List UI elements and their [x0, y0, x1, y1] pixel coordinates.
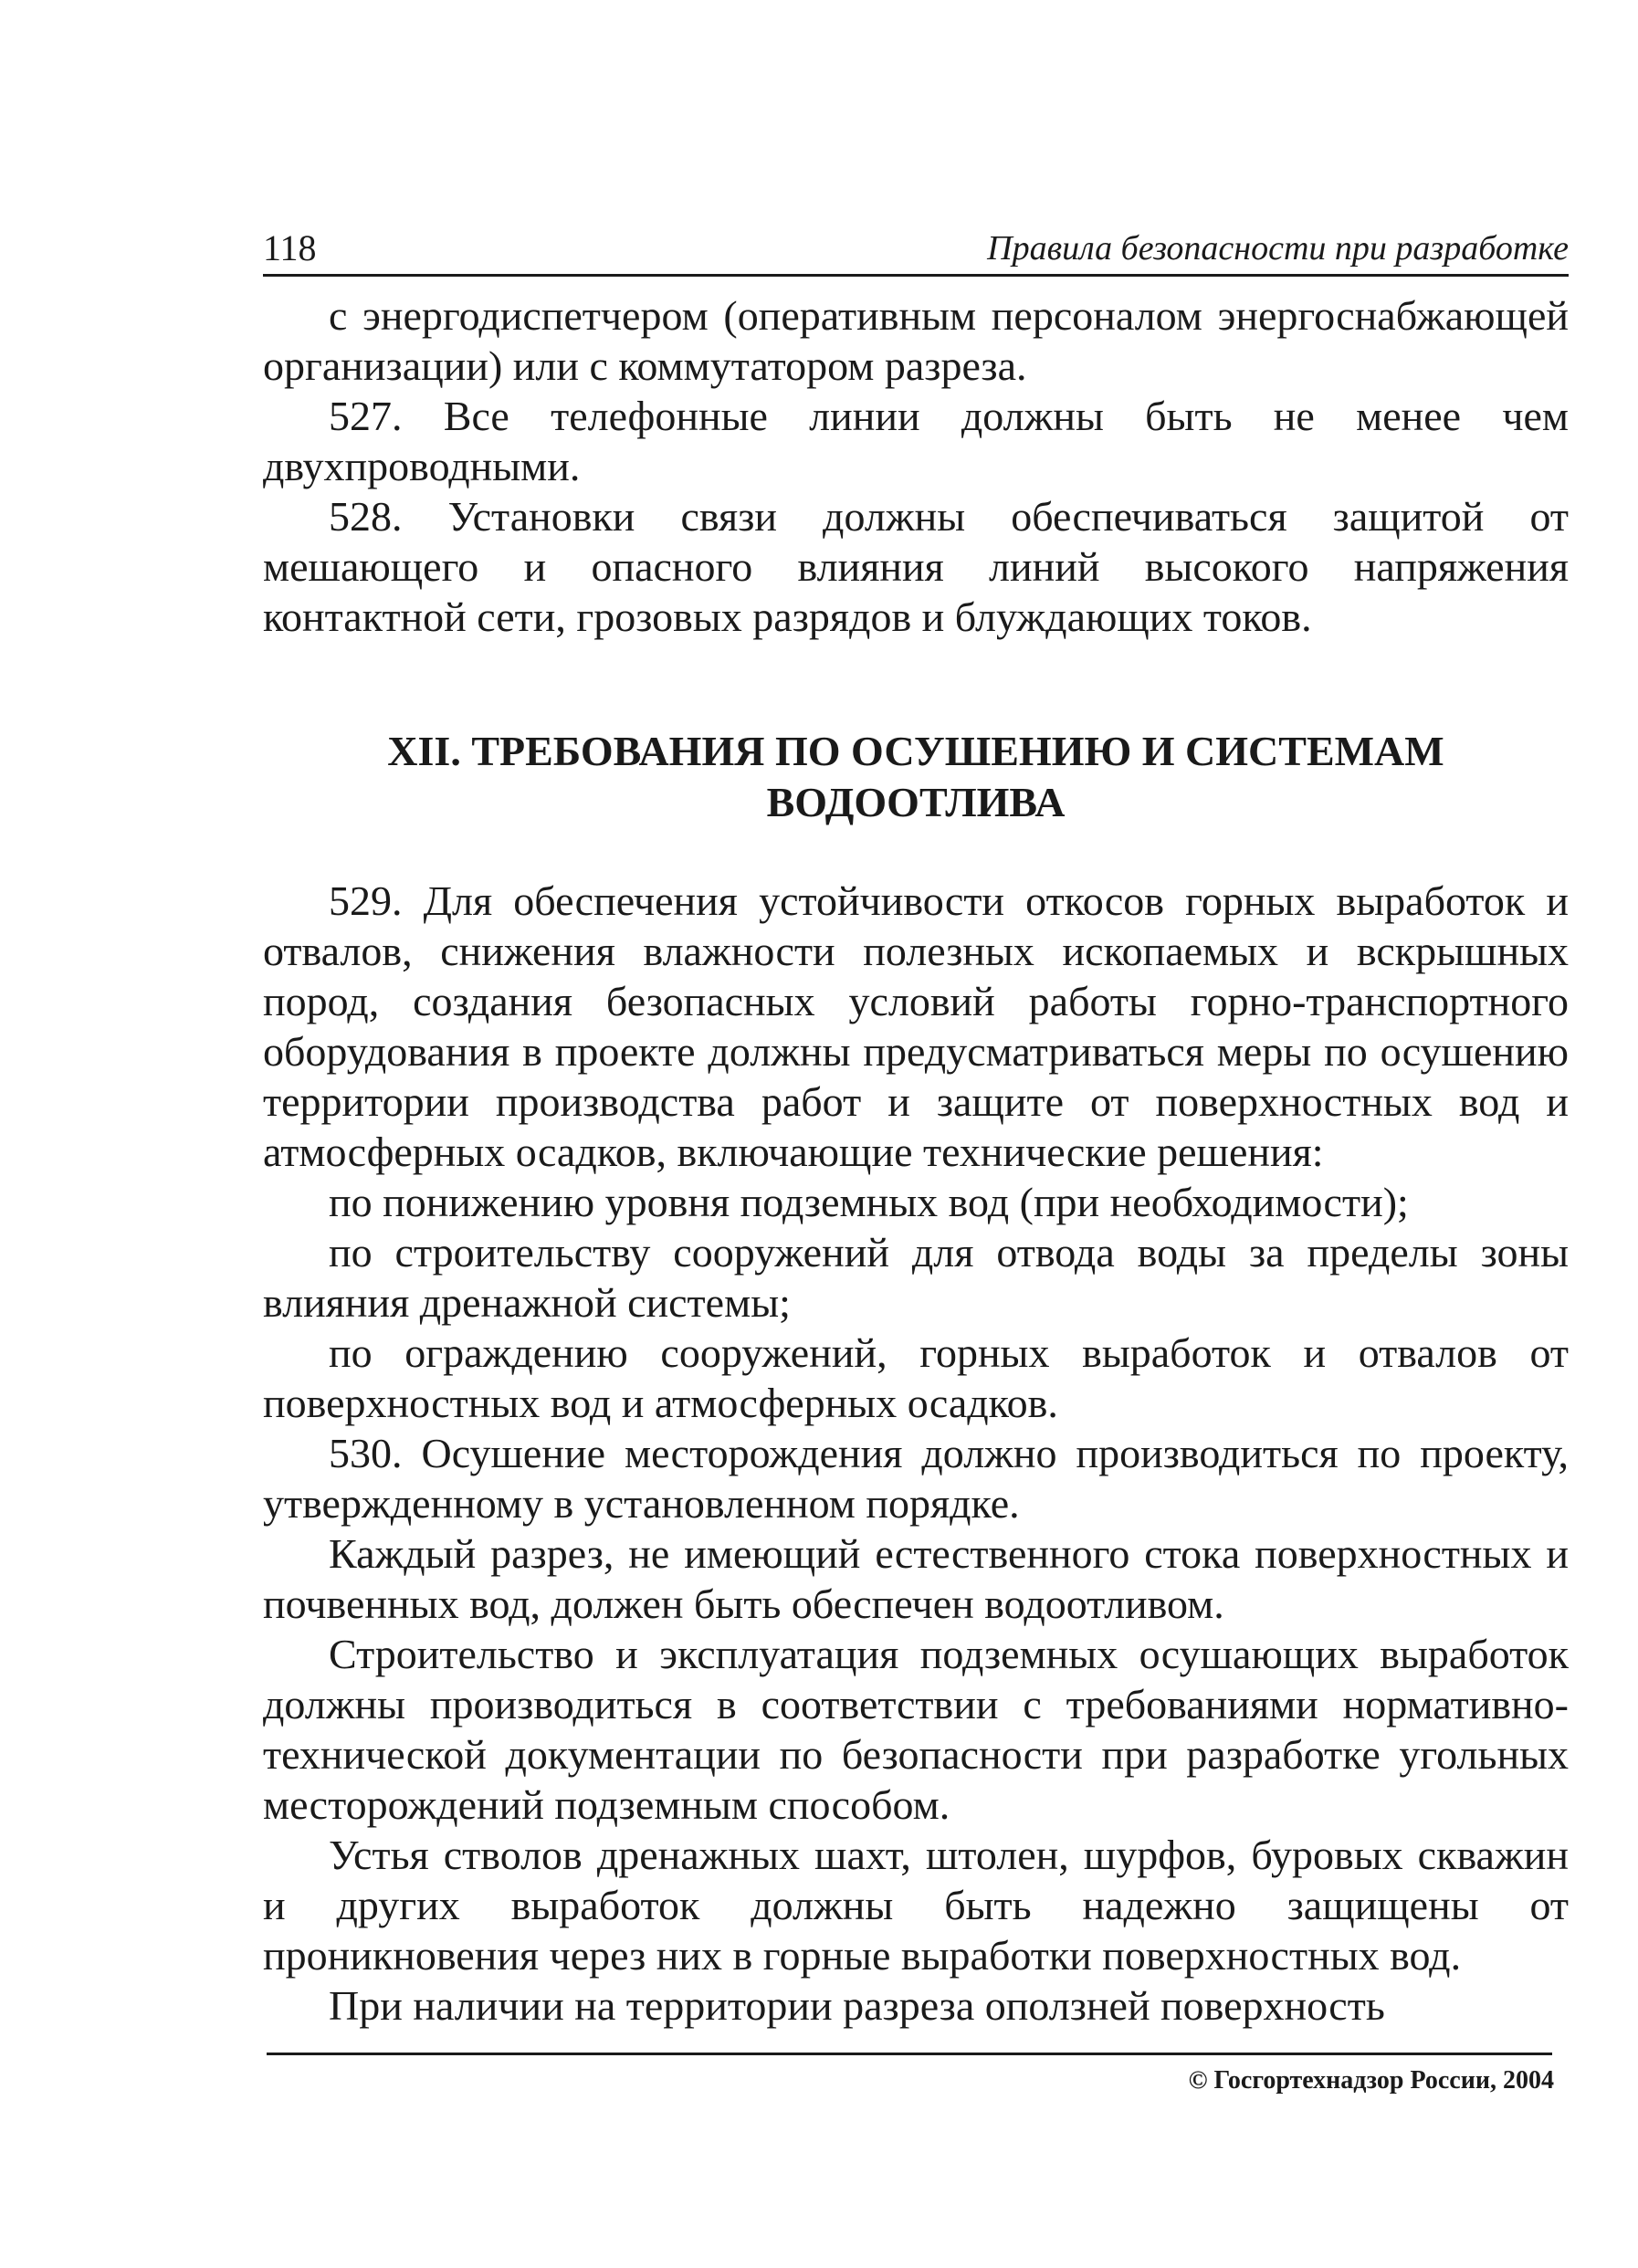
- paragraph-527: 527. Все телефонные линии должны быть не менее чем двухпроводными.: [263, 393, 1569, 489]
- paragraph-529-item-3: по ограждению сооружений, горных выработок и отвалов от поверхностных вод и атмосферных осадков.: [263, 1329, 1569, 1426]
- footer-divider: [267, 2053, 1552, 2055]
- copyright-notice: © Госгортехнадзор России, 2004: [1188, 2066, 1554, 2095]
- paragraph-529-item-1: по понижению уровня подземных вод (при необходимости);: [329, 1179, 1409, 1225]
- page-number: 118: [263, 227, 317, 268]
- running-title: Правила безопасности при разработке: [987, 229, 1569, 268]
- section-heading-line1: XII. ТРЕБОВАНИЯ ПО ОСУШЕНИЮ И СИСТЕМАМ: [387, 728, 1444, 774]
- body-text: [263, 290, 1569, 2031]
- paragraph-continuation: с энергодиспетчером (оперативным персоналом энергоснабжающей организации) или с коммутатором разреза.: [263, 292, 1569, 389]
- section-heading-line2: ВОДООТЛИВА: [766, 779, 1066, 825]
- page-header: [263, 226, 1569, 277]
- paragraph-530: 530. Осушение месторождения должно производиться по проекту, утвержденному в установленном порядке.: [263, 1430, 1569, 1527]
- section-heading: [263, 726, 1569, 828]
- paragraph-530-construction: Строительство и эксплуатация подземных осушающих выработок должны производиться в соответствии с требованиями нормативно-технической документации по безопасности при разработке угольных месторождений подземным способом.: [263, 1631, 1569, 1828]
- paragraph-530-drainage: Каждый разрез, не имеющий естественного стока поверхностных и почвенных вод, должен быть обеспечен водоотливом.: [263, 1530, 1569, 1627]
- paragraph-529: 529. Для обеспечения устойчивости откосов горных выработок и отвалов, снижения влажности полезных ископаемых и вскрышных пород, создания безопасных условий работы горно-транспортного оборудования в проекте должны предусматриваться меры по осушению территории производства работ и защите от поверхностных вод и атмосферных осадков, включающие технические решения:: [263, 877, 1569, 1175]
- paragraph-530-shafts: Устья стволов дренажных шахт, штолен, шурфов, буровых скважин и других выработок должны быть надежно защищены от проникновения через них в горные выработки поверхностных вод.: [263, 1832, 1569, 1979]
- paragraph-528: 528. Установки связи должны обеспечиваться защитой от мешающего и опасного влияния линий высокого напряжения контактной сети, грозовых разрядов и блуждающих токов.: [263, 493, 1569, 640]
- paragraph-530-landslides: При наличии на территории разреза оползней поверхность: [329, 1982, 1385, 2029]
- paragraph-529-item-2: по строительству сооружений для отвода воды за пределы зоны влияния дренажной системы;: [263, 1229, 1569, 1326]
